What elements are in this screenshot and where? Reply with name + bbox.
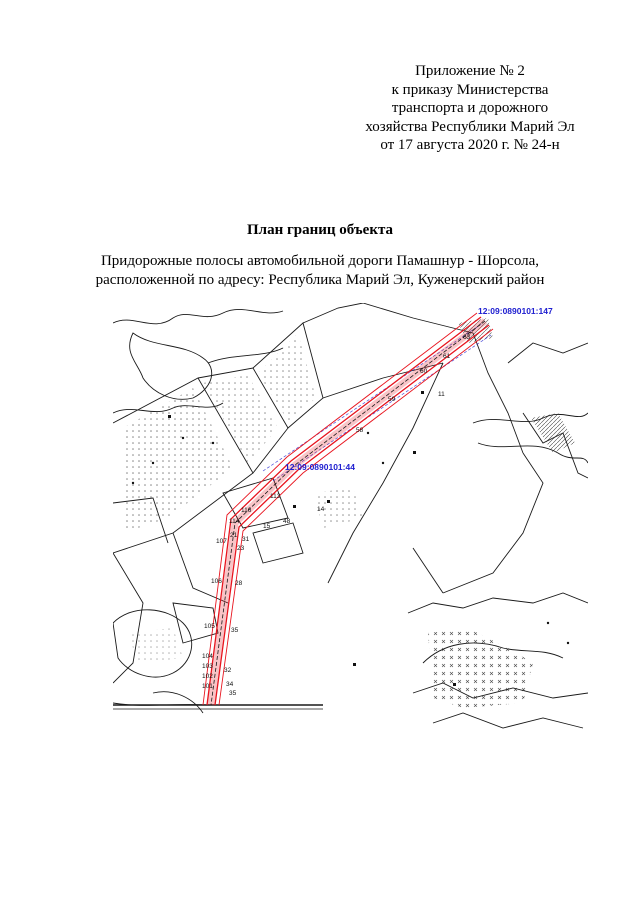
- point-label: 101: [202, 683, 213, 690]
- point-label: 21: [230, 532, 238, 539]
- point-label: 116: [241, 507, 252, 514]
- annex-line-2: к приказу Министерства: [391, 81, 549, 98]
- point-label: 103: [202, 663, 213, 670]
- cadastral-label-middle: 12:09:0890101:44: [285, 462, 355, 472]
- point-label: 48: [283, 518, 291, 525]
- document-title: План границ объекта: [246, 222, 394, 238]
- subtitle-line-1: Придорожные полосы автомобильной дороги Памашнур - Шорсола,: [100, 253, 540, 269]
- point-label: 61: [443, 353, 451, 360]
- annex-line-1: Приложение № 2: [415, 63, 525, 79]
- point-label: 31: [242, 536, 250, 543]
- point-label: 15: [263, 523, 271, 530]
- point-label: 113: [270, 493, 281, 500]
- map-drawing: [113, 303, 588, 743]
- point-label: 104: [202, 653, 213, 660]
- annex-block: [340, 62, 600, 155]
- point-label: 28: [235, 580, 243, 587]
- point-label: 105: [204, 623, 215, 630]
- point-label: 32: [224, 667, 232, 674]
- point-label: 35: [231, 627, 239, 634]
- point-label: 34: [226, 681, 234, 688]
- point-label: 59: [388, 396, 396, 403]
- point-label: 106: [211, 578, 222, 585]
- point-label: 63: [463, 334, 471, 341]
- annex-line-5: от 17 августа 2020 г. № 24-н: [380, 137, 560, 153]
- point-label: 23: [237, 545, 245, 552]
- point-label: 114: [229, 518, 240, 525]
- point-label: 14: [317, 506, 325, 513]
- point-label: 11: [438, 391, 445, 398]
- point-label: 107: [216, 538, 227, 545]
- boundary-map: [113, 303, 588, 743]
- subtitle-line-2: расположенной по адресу: Республика Марий Эл, Куженерский район: [95, 272, 545, 288]
- annex-line-3: транспорта и дорожного: [391, 100, 549, 116]
- point-label: 35: [229, 690, 237, 697]
- document-subtitle: [0, 252, 640, 290]
- point-label: 58: [356, 427, 364, 434]
- annex-line-4: хозяйства Республики Марий Эл: [365, 118, 575, 135]
- cadastral-label-top: 12:09:0890101:147: [478, 306, 553, 316]
- point-label: 102: [202, 673, 213, 680]
- point-label: 60: [420, 368, 428, 375]
